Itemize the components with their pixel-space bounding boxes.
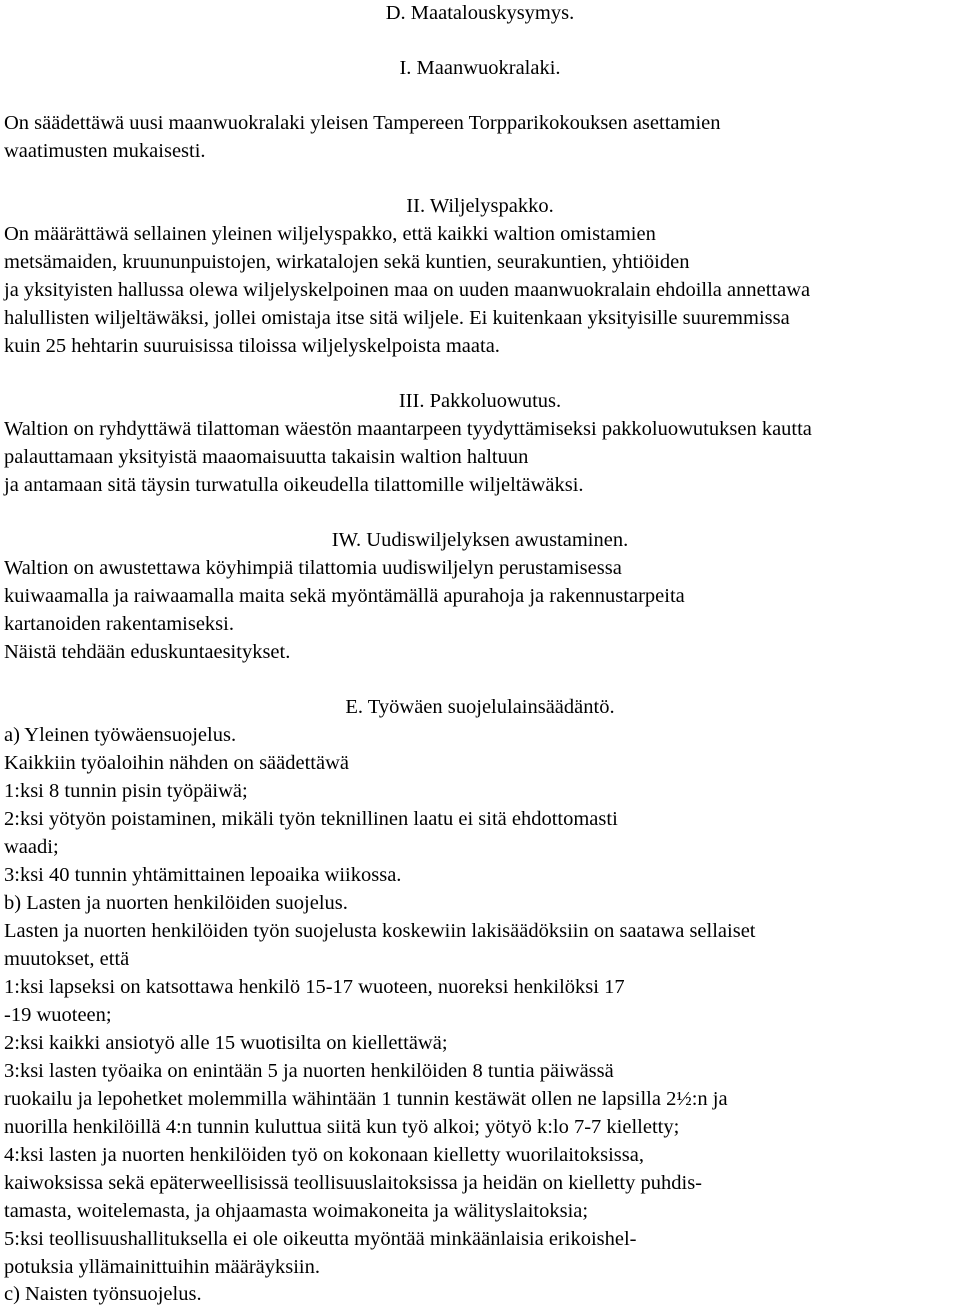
paragraph-line: kuiwaamalla ja raiwaamalla maita sekä myöntämällä apurahoja ja rakennustarpeita <box>4 585 685 607</box>
d2-heading: II. Wiljelyspakko. <box>406 195 554 217</box>
paragraph-line: 2:ksi kaikki ansiotyö alle 15 wuotisilta on kiellettäwä; <box>4 1032 448 1054</box>
paragraph-line: nuorilla henkilöillä 4:n tunnin kuluttua siitä kun työ alkoi; yötyö k:lo 7-7 kielletty; <box>4 1116 680 1138</box>
paragraph-line: ruokailu ja lepohetket molemmilla wähintään 1 tunnin kestäwät ollen ne lapsilla 2½:n ja <box>4 1088 728 1110</box>
paragraph-line: 5:ksi teollisuushallituksella ei ole oikeutta myöntää minkäänlaisia erikoishel- <box>4 1228 637 1250</box>
paragraph-line: Näistä tehdään eduskuntaesitykset. <box>4 641 291 663</box>
paragraph-line: Lasten ja nuorten henkilöiden työn suojelusta koskewiin lakisäädöksiin on saatawa sellaiset <box>4 920 756 942</box>
paragraph-line: Waltion on ryhdyttäwä tilattoman wäestön maantarpeen tyydyttämiseksi pakkoluowutuksen kautta <box>4 418 812 440</box>
paragraph-line: kaiwoksissa sekä epäterweellisissä teollisuuslaitoksissa ja heidän on kielletty puhdis- <box>4 1172 703 1194</box>
d3-heading: III. Pakkoluowutus. <box>398 390 562 412</box>
subsection-heading: c) Naisten työnsuojelus. <box>4 1283 202 1305</box>
paragraph-line: 3:ksi lasten työaika on enintään 5 ja nuorten henkilöiden 8 tuntia päiwässä <box>4 1060 614 1082</box>
d4-heading: IW. Uudiswiljelyksen awustaminen. <box>331 529 629 551</box>
paragraph-line: Kaikkiin työaloihin nähden on säädettäwä <box>4 752 349 774</box>
paragraph-line: On määrättäwä sellainen yleinen wiljelyspakko, että kaikki waltion omistamien <box>4 223 656 245</box>
paragraph-line: metsämaiden, kruununpuistojen, wirkatalojen sekä kuntien, seurakuntien, yhtiöiden <box>4 251 690 273</box>
paragraph-line: ja yksityisten hallussa olewa wiljelyskelpoinen maa on uuden maanwuokralain ehdoilla annettawa <box>4 279 811 301</box>
paragraph-line: 2:ksi yötyön poistaminen, mikäli työn teknillinen laatu ei sitä ehdottomasti <box>4 808 618 830</box>
paragraph-line: halullisten wiljeltäwäksi, jollei omistaja itse sitä wiljele. Ei kuitenkaan yksityisille suuremmissa <box>4 307 790 329</box>
paragraph-line: palauttamaan yksityistä maaomaisuutta takaisin waltion haltuun <box>4 446 529 468</box>
d1-heading: I. Maanwuokralaki. <box>399 57 561 79</box>
paragraph-line: -19 wuoteen; <box>4 1004 112 1026</box>
paragraph-line: On säädettäwä uusi maanwuokralaki yleisen Tampereen Torpparikokouksen asettamien <box>4 112 721 134</box>
paragraph-line: 4:ksi lasten ja nuorten henkilöiden työ on kokonaan kielletty wuorilaitoksissa, <box>4 1144 644 1166</box>
paragraph-line: kuin 25 hehtarin suuruisissa tiloissa wiljelyskelpoista maata. <box>4 335 500 357</box>
paragraph-line: 1:ksi lapseksi on katsottawa henkilö 15-17 wuoteen, nuoreksi henkilöksi 17 <box>4 976 625 998</box>
paragraph-line: muutokset, että <box>4 948 130 970</box>
paragraph-line: potuksia yllämainittuihin määräyksiin. <box>4 1256 320 1278</box>
paragraph-line: tamasta, woitelemasta, ja ohjaamasta woimakoneita ja wälityslaitoksia; <box>4 1200 589 1222</box>
subsection-heading: b) Lasten ja nuorten henkilöiden suojelus. <box>4 892 348 914</box>
paragraph-line: ja antamaan sitä täysin turwatulla oikeudella tilattomille wiljeltäwäksi. <box>4 474 584 496</box>
paragraph-line: waadi; <box>4 836 59 858</box>
paragraph-line: Waltion on awustettawa köyhimpiä tilattomia uudiswiljelyn perustamisessa <box>4 557 622 579</box>
paragraph-line: 1:ksi 8 tunnin pisin työpäiwä; <box>4 780 248 802</box>
section-d-heading: D. Maatalouskysymys. <box>385 2 575 24</box>
paragraph-line: 3:ksi 40 tunnin yhtämittainen lepoaika wiikossa. <box>4 864 402 886</box>
subsection-heading: a) Yleinen työwäensuojelus. <box>4 724 237 746</box>
paragraph-line: kartanoiden rakentamiseksi. <box>4 613 234 635</box>
paragraph-line: waatimusten mukaisesti. <box>4 140 206 162</box>
section-e-heading: E. Työwäen suojelulainsäädäntö. <box>345 696 615 718</box>
